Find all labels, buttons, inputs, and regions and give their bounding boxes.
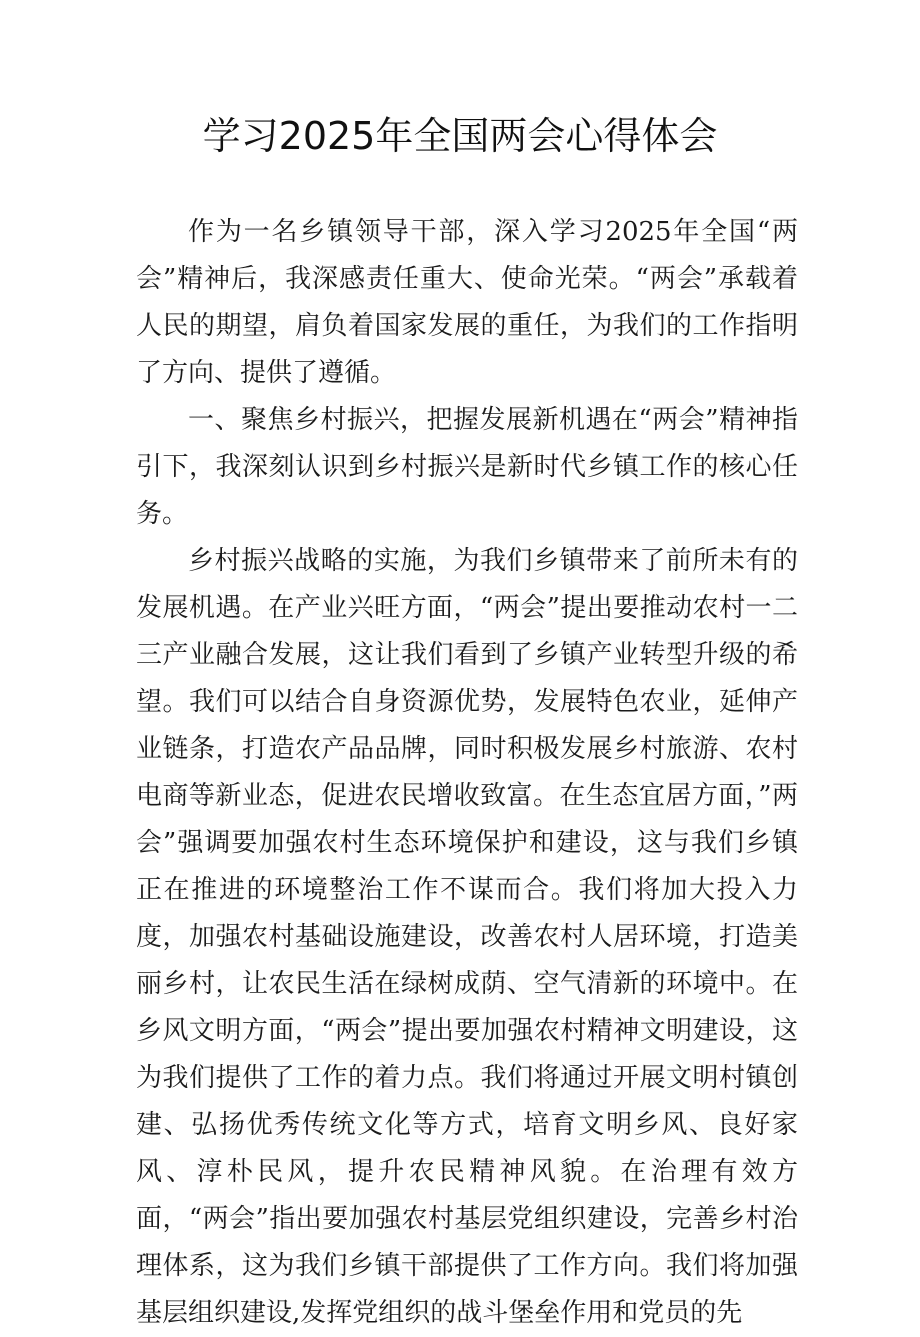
paragraph-section-one-heading: 一、聚焦乡村振兴，把握发展新机遇在“两会”精神指引下，我深刻认识到乡村振兴是新时代乡镇工作的核心任务。 [136,405,798,529]
paragraph-rural-revitalization: 乡村振兴战略的实施，为我们乡镇带来了前所未有的发展机遇。在产业兴旺方面，“两会”提出要推动农村一二三产业融合发展，这让我们看到了乡镇产业转型升级的希望。我们可以结合自身资源优势，发展特色农业，延伸产业链条，打造农产品品牌，同时积极发展乡村旅游、农村电商等新业态，促进农民增收致富。在生态宜居方面，”两会”强调要加强农村生态环境保护和建设，这与我们乡镇正在推进的环境整治工作不谋而合。我们将加大投入力度，加强农村基础设施建设，改善农村人居环境，打造美丽乡村，让农民生活在绿树成荫、空气清新的环境中。在乡风文明方面，“两会”提出要加强农村精神文明建设，这为我们提供了工作的着力点。我们将通过开展文明村镇创建、弘扬优秀传统文化等方式，培育文明乡风、良好家风、淳朴民风，提升农民精神风貌。在治理有效方面，“两会”指出要加强农村基层党组织建设，完善乡村治理体系，这为我们乡镇干部提供了工作方向。我们将加强基层组织建设,发挥党组织的战斗堡垒作用和党员的先 [136,546,798,1328]
document-title: 学习2025年全国两会心得体会 [202,114,718,158]
paragraph-intro: 作为一名乡镇领导干部，深入学习2025年全国“两会”精神后，我深感责任重大、使命光荣。“两会”承载着人民的期望，肩负着国家发展的重任，为我们的工作指明了方向、提供了遵循。 [136,217,798,388]
document-body [136,209,798,1337]
